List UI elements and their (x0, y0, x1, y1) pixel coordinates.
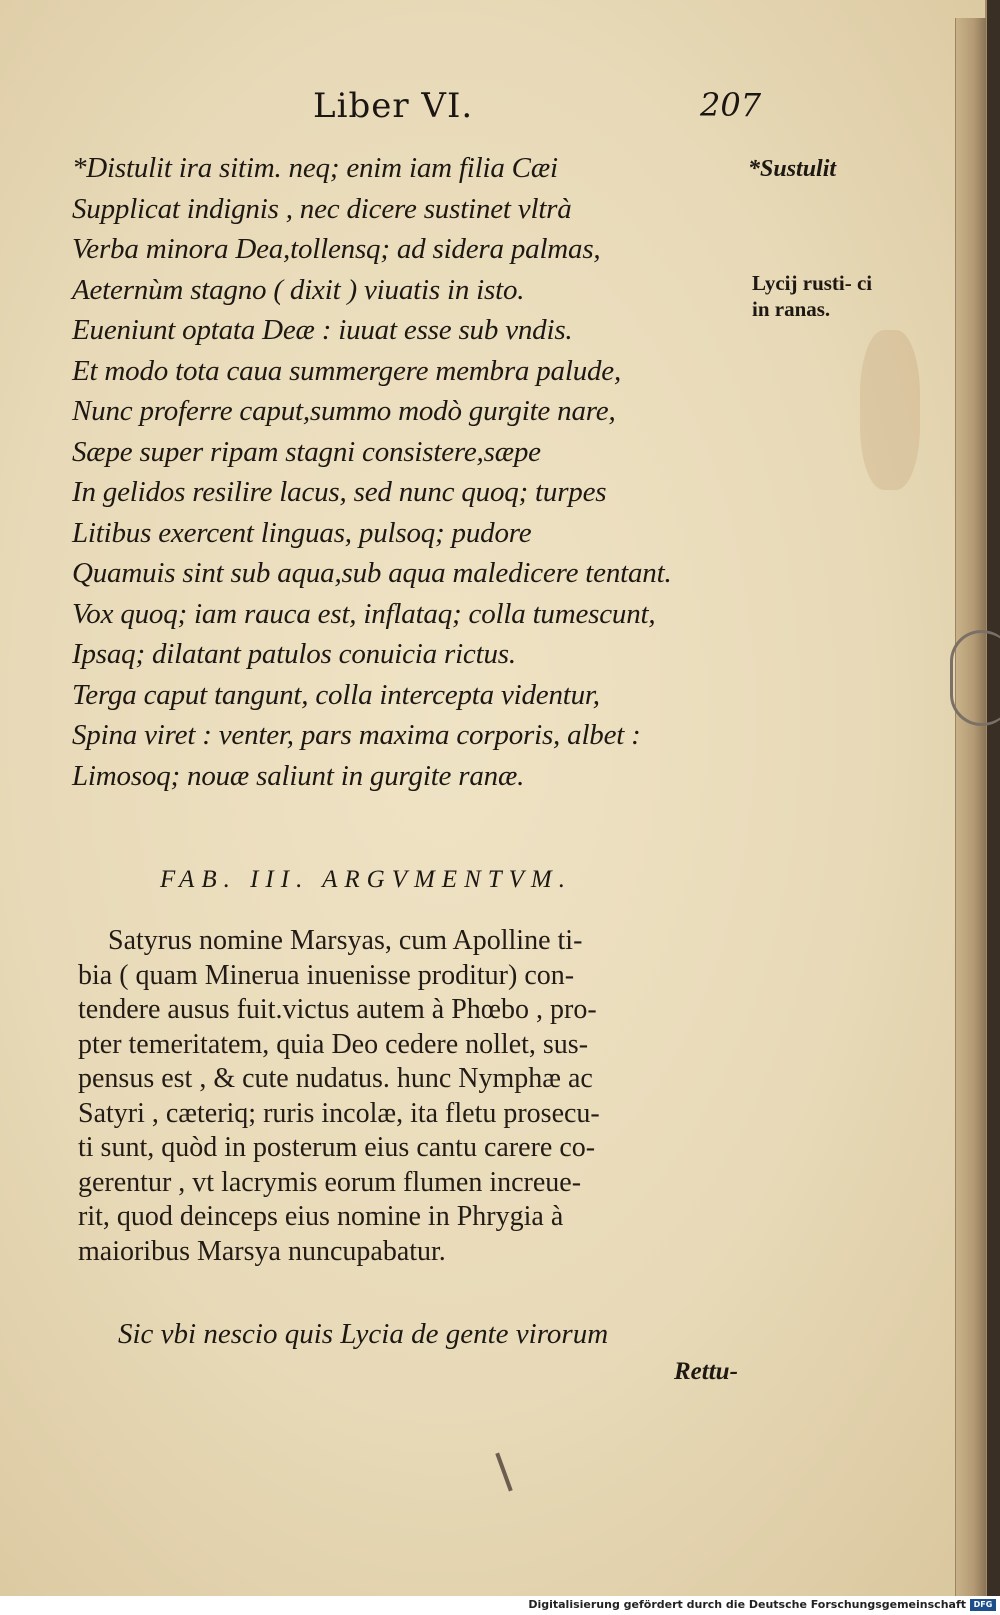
verse-line: Limosoq; nouæ saliunt in gurgite ranæ. (72, 759, 525, 792)
verse-line: Et modo tota caua summergere membra palude, (72, 354, 622, 387)
page-number: 207 (700, 86, 762, 124)
running-head: Liber VI. (313, 86, 474, 126)
prose-line: maioribus Marsya nuncupabatur. (78, 1235, 446, 1267)
prose-line: gerentur , vt lacrymis eorum flumen increue- (78, 1166, 582, 1198)
prose-line: tendere ausus fuit.victus autem à Phœbo , pro- (78, 994, 597, 1025)
verse-line: Vox quoq; iam rauca est, inflataq; colla tumescunt, (72, 597, 656, 630)
verse-line: Sæpe super ripam stagni consistere,sæpe (72, 435, 541, 468)
verse-line: Litibus exercent linguas, pulsoq; pudore (72, 516, 532, 549)
marginal-note-sustulit: *Sustulit (748, 156, 837, 182)
verse-line: Quamuis sint sub aqua,sub aqua maledicere tentant. (72, 557, 672, 589)
verse-line: Supplicat indignis , nec dicere sustinet vltrà (72, 192, 572, 225)
paper-stain (860, 330, 920, 490)
verse-line: Verba minora Dea,tollensq; ad sidera palmas, (72, 233, 601, 265)
argument-prose (78, 924, 768, 1269)
prose-line: Satyrus nomine Marsyas, cum Apolline ti- (108, 925, 583, 956)
verse-line: Nunc proferre caput,summo modò gurgite nare, (72, 395, 616, 427)
page-edge (955, 18, 986, 1596)
ink-mark (495, 1453, 512, 1492)
verse-line: Terga caput tangunt, colla intercepta videntur, (72, 678, 600, 711)
verse-line: Aeternùm stagno ( dixit ) viuatis in isto. (72, 273, 525, 306)
prose-line: pensus est , & cute nudatus. hunc Nymphæ ac (78, 1063, 593, 1094)
verse-line: Ipsaq; dilatant patulos conuicia rictus. (72, 638, 516, 670)
prose-line: pter temeritatem, quia Deo cedere nollet, sus- (78, 1028, 589, 1060)
closing-verse: Sic vbi nescio quis Lycia de gente virorum (118, 1318, 609, 1350)
fable-heading: FAB. III. ARGVMENTVM. (160, 866, 573, 893)
verse-line: Eueniunt optata Deæ : iuuat esse sub vndis. (72, 314, 573, 346)
verse-block (72, 148, 762, 796)
catchword: Rettu- (674, 1358, 738, 1385)
verse-line: In gelidos resilire lacus, sed nunc quoq; turpes (72, 476, 607, 508)
verse-line: Spina viret : venter, pars maxima corporis, albet : (72, 719, 641, 751)
verse-line: *Distulit ira sitim. neq; enim iam filia Cæi (72, 152, 558, 184)
prose-line: ti sunt, quòd in posterum eius cantu carere co- (78, 1132, 596, 1163)
prose-line: bia ( quam Minerua inuenisse proditur) con- (78, 959, 575, 991)
prose-line: Satyri , cæteriq; ruris incolæ, ita fletu prosecu- (78, 1097, 600, 1129)
marginal-note-lycii: Lycij rusti- ci in ranas. (752, 271, 873, 321)
page-clip (950, 630, 1000, 726)
digitization-credit: Digitalisierung gefördert durch die Deutsche Forschungsgemeinschaft (528, 1598, 966, 1611)
dfg-logo: DFG (970, 1599, 996, 1611)
prose-line: rit, quod deinceps eius nomine in Phrygia à (78, 1201, 564, 1232)
